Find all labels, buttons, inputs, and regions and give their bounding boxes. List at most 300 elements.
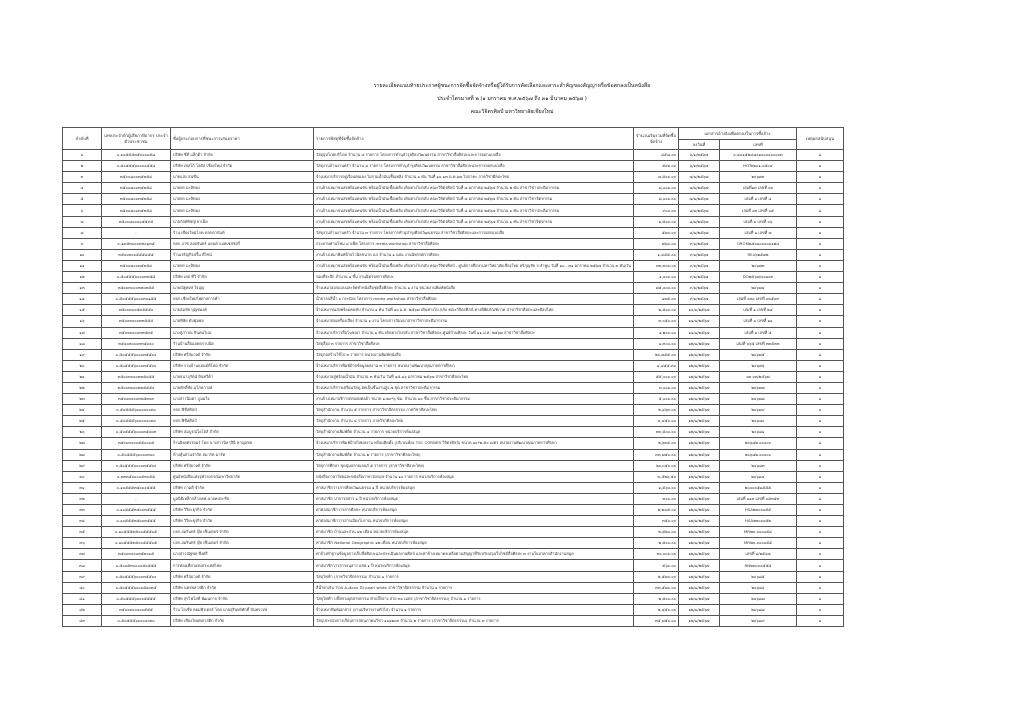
cell-vendor: ร้านอิงคศรร่อมร์ โดย นางสาวนิลาสินี หาญฤทธ [171, 438, 314, 449]
cell-no: ๓๔ [63, 516, 102, 527]
cell-reason: ๑ [796, 238, 843, 249]
table-row [63, 516, 844, 527]
header-doc-group: เอกสารอ้างอิงเพื่อตกลงในการซื้อจ้าง [678, 128, 796, 140]
cell-reason: ๑ [796, 593, 843, 604]
cell-vendor: บริษัท วิริยะธุรกิจ จำกัด [171, 505, 314, 516]
cell-reason: ๑ [796, 582, 843, 593]
cell-tax-id: ๓๕๐๐๓๐๐๐๓๕๓๐๐๕ [102, 549, 171, 560]
cell-item: ค่าสมาชิกวารสารอนุสาร อสท.๑ ปี หน่วยบริการห้องสมุด [314, 560, 634, 571]
cell-tax-id: ๓๕๐๐๓๐๐๐๕๕๐๐๐๕ [102, 438, 171, 449]
cell-tax-id: ๓๕๐๐๓๐๐๕๕๕๔๕๕ [102, 249, 171, 260]
cell-item: จ้างเหมาบริการพิมพ์ป้ายข้อมูลผลงาน ๓ รายการ หน่วยงานพัฒนาคุณภาพการศึกษา [314, 360, 634, 371]
table-row [63, 360, 844, 371]
cell-item: ค่าจ้างทำฐานข้อมูลการเก็บสื่อศิลปะและประเมินผลงานศิลป์ และค่าจ้างเหมาคงเหลือตามสัญญาที่รับปรับปรุงเว็บไซต์สื่อศิลปะ ๓ งานในอาคารสำนักงานสมุด [314, 549, 634, 560]
cell-doc-date: ๑๒/๑/๒๕๖๗ [678, 416, 719, 427]
cell-amount: ๓๓,๗๕๐.๐๐ [633, 449, 678, 460]
cell-vendor: การท่องเที่ยวแห่งประเทศไทย [171, 560, 314, 571]
cell-vendor: นายพร มะลิทอง [171, 205, 314, 216]
cell-item: น้ำยาลบสีน้ำ ๑ กระป๋อง โครงการ media workshop สาขาวิชาสื่อศิลปะ [314, 294, 634, 305]
cell-doc-no: เลขที่ ๑/๒๕๖๗ [719, 549, 796, 560]
table-row [63, 194, 844, 205]
table-row [63, 394, 844, 405]
cell-amount: ๗,๕๐๐.๐๐ [633, 172, 678, 183]
cell-doc-date: ๑๒/๑/๒๕๖๗ [678, 615, 719, 626]
table-row [63, 405, 844, 416]
cell-item: ของที่ระลึก จำนวน ๑ ชิ้น งานนิทรรศการศิลปะ [314, 272, 634, 283]
cell-tax-id: ๐-๕๐๕๕๕๖๐๐๐๕๕๕๕ [102, 593, 171, 604]
cell-doc-date: ๑๒/๑/๒๕๖๗ [678, 571, 719, 582]
cell-reason: ๑ [796, 538, 843, 549]
cell-amount: ๙๐๐.๐๐ [633, 205, 678, 216]
cell-doc-date: ๙/๑/๒๕๖๗ [678, 260, 719, 271]
cell-reason: ๑ [796, 327, 843, 338]
cell-doc-no: ๒๐๖๗๕ [719, 349, 796, 360]
cell-tax-id: ๐-๑๐๕๕๕๓๕๐๐๐๕๕๕ [102, 482, 171, 493]
cell-doc-no: DO๒๕๖๗/๐๐๑๐๓ [719, 272, 796, 283]
cell-reason: ๑ [796, 549, 843, 560]
table-row [63, 505, 844, 516]
cell-amount: ๓๐,๐๐๐.๐๐ [633, 549, 678, 560]
cell-vendor: นายพร มะลิทอง [171, 183, 314, 194]
cell-doc-no: ๒๐๖๘๓ [719, 460, 796, 471]
cell-tax-id: ๓๕๐๐๓๐๐๐๓๓๕๐๐๐ [102, 338, 171, 349]
cell-vendor: นางสุภาวณ ลินคนไบน [171, 327, 314, 338]
cell-doc-no: ๒๐๖๘๗ [719, 593, 796, 604]
cell-vendor: บริษัท ซีดี แล็กต้า จำกัด [171, 150, 314, 161]
cell-vendor: บริษัท นครพลาสติก จำกัด [171, 582, 314, 593]
cell-no: ๒๙ [63, 460, 102, 471]
cell-reason: ๑ [796, 183, 843, 194]
cell-doc-no: ๒๐๖๗๔ [719, 283, 796, 294]
cell-no: ๒๑ [63, 371, 102, 382]
cell-no: ๒๕ [63, 416, 102, 427]
cell-tax-id: ๐-๑๐๕๕๕๓๕๐๐๓๕๕๕ [102, 505, 171, 516]
cell-doc-no: ๒๐๖๗๙ [719, 405, 796, 416]
cell-reason: ๑ [796, 394, 843, 405]
document-period: ประจำไตรมาสที่ ๒ (๑ มกราคม พ.ศ.๒๕๖๗ ถึง ๓๑ มีนาคม ๒๕๖๗ ) [437, 96, 587, 102]
cell-reason: ๑ [796, 161, 843, 172]
cell-amount: ๒๐,๗๕๕.๐๐ [633, 349, 678, 360]
cell-doc-date: ๙/๑/๒๕๖๗ [678, 294, 719, 305]
table-row [63, 283, 844, 294]
table-row [63, 449, 844, 460]
cell-item: งานจ้างเหมาขนส่งพร้อมคนขับ พร้อมน้ำมันเชื้อเพลิง เดินทางไปกลับ คณะวิจิตรศิลป์ วันที่ ๗ มกราคม ๒๕๖๗ จำนวน ๒ คัน สาขาวิชาประติมากรรม [314, 183, 634, 194]
cell-no: ๔๑ [63, 593, 102, 604]
cell-no: ๑๖ [63, 316, 102, 327]
cell-no: ๑ [63, 150, 102, 161]
cell-item: วัสดุสำนักงาน จำนวน ๔ รายการ ภาควิชาศิลปะไทย [314, 416, 634, 427]
cell-doc-no: เล่มที่ ๑ เลขที่ ๒๔ [719, 305, 796, 316]
cell-doc-date: ๑๒/๑/๒๕๖๗ [678, 405, 719, 416]
cell-doc-no: ๒๐๖๘๑ [719, 427, 796, 438]
cell-doc-date: ๑๒/๑/๒๕๖๗ [678, 493, 719, 504]
cell-item: ค่าต่อสมาชิกวารสารเมืองโบราณ หน่วยบริการห้องสมุด [314, 516, 634, 527]
cell-amount: ๒๐,๐๕๐.๐๐ [633, 460, 678, 471]
cell-item: งานจ้างเหมาขนส่งพร้อมคนขับ พร้อมน้ำมันเชื้อเพลิง เดินทางไปกลับ คณะวิจิตรศิลป์ - ศูนย์การศึกษามหาวิทยาลัยเชียงใหม่ หริภุญชัย จ.ลำพูน วันที่ ๑๐ - ๓๑ มกราคม ๒๕๖๗ จำนวน ๓ คัน/วัน [314, 260, 634, 271]
cell-no: ๓ [63, 172, 102, 183]
cell-amount: ๕๗๐.๐๐ [633, 227, 678, 238]
cell-doc-date: ๘/๑/๒๕๖๗ [678, 205, 719, 216]
cell-amount: ๗๕,๐๐๐.๐๐ [633, 283, 678, 294]
table-row [63, 538, 844, 549]
cell-amount: ๒,๕๗๐.๐๐ [633, 571, 678, 582]
cell-no: ๑๑ [63, 260, 102, 271]
table-row [63, 338, 844, 349]
table-row [63, 438, 844, 449]
cell-item: ค่าสมาชิก บ้านและสวน ๑๒ เดือน หน่วยบริการห้องสมุด [314, 527, 634, 538]
cell-reason: ๑ [796, 560, 843, 571]
cell-vendor: บริษัท ศรีสมวงศ์ จำกัด [171, 349, 314, 360]
cell-tax-id: ๐-๑๐๕๕๕๓๕๐๐๕๕๕๐๕ [102, 538, 171, 549]
header-item: รายการพัสดุที่จัดซื้อจัดจ้าง [314, 128, 634, 150]
cell-tax-id: ๐-๕๐๕๕๕๖๐๐๐๓๕๕๐๐ [102, 460, 171, 471]
cell-vendor: นายธนาภุรัตน์ ยินทวีค้า [171, 371, 314, 382]
cell-amount: ๑,๒๐๐.๐๐ [633, 327, 678, 338]
cell-reason: ๑ [796, 360, 843, 371]
table-row [63, 327, 844, 338]
cell-no: ๓๒ [63, 493, 102, 504]
cell-amount: ๕๕,๐๐๐.๐๐ [633, 371, 678, 382]
cell-amount: ๒,๔๖๓.๐๐ [633, 405, 678, 416]
cell-doc-no: HOTe๒๐๑-๐๕๐๔ [719, 161, 796, 172]
cell-item: สีน้ำทาเงิน TOA A-๕๐๐๐ ถัง pearl white สาขาวิชาจิตรกรรม จำนวน ๑ รายการ [314, 582, 634, 593]
cell-reason: ๑ [796, 460, 843, 471]
header-amount: จำนวนเงินรวมที่จัดซื้อจัดจ้าง [633, 128, 678, 150]
cell-tax-id: ๐-๕๐๕๕๕๖๐๐๐๐๐๐๓๐ [102, 416, 171, 427]
cell-doc-date: ๑๒/๑/๒๕๖๗ [678, 360, 719, 371]
cell-vendor: ศูนย์หนังสือแห่งจุฬาลงกรณ์มหาวิทยาลัย [171, 471, 314, 482]
cell-amount: ๓๕,๗๕๐.๐๐ [633, 615, 678, 626]
cell-reason: ๑ [796, 427, 843, 438]
cell-amount: ๑,๔๕๕.๐๐ [633, 249, 678, 260]
cell-tax-id: ๐-๑๓๕๓๐๐๐๓๓๐๑๓๕ [102, 238, 171, 249]
table-row [63, 161, 844, 172]
cell-doc-no: ๒๐๖๘๒.๐๐๐๐๐ [719, 449, 796, 460]
cell-no: ๘ [63, 227, 102, 238]
cell-reason: ๑ [796, 371, 843, 382]
cell-doc-date: ๑๒/๑/๒๕๖๗ [678, 538, 719, 549]
cell-reason: ๑ [796, 249, 843, 260]
cell-reason: ๑ [796, 416, 843, 427]
cell-vendor: หจก.บาซ ลอยจันทร์ แอนด์ แอคเซสซอรี่ [171, 238, 314, 249]
cell-doc-date: ๑๒/๑/๒๕๖๗ [678, 338, 719, 349]
cell-doc-no: ๒๐๖๘๙ [719, 615, 796, 626]
cell-reason: ๑ [796, 194, 843, 205]
cell-item: วัสดุประกอบการเรียนการสอนภาคนวิชา ๑๑๑๒๐๓ จำนวน ๒ รายการ (สาขาวิชาจิตรกรรม) จำนวน ๓ รายการ [314, 615, 634, 626]
cell-amount: ๑,๕๖๐.๐๐ [633, 482, 678, 493]
cell-doc-no: ๒๐๖๘๕ [719, 571, 796, 582]
cell-doc-no: เล่มที่ ๐๓๐ เลขที่ ๐๓๕๐๓ [719, 294, 796, 305]
cell-amount: ๒,๒๔๕.๐๐ [633, 505, 678, 516]
cell-doc-no: ๒๐๖๗๓ [719, 260, 796, 271]
cell-vendor: ร้านเจริญกิจปริ้น ดีไซน์ [171, 249, 314, 260]
cell-no: ๓๑ [63, 482, 102, 493]
cell-tax-id: ๐-๕๐๕๕๕๖๐๐๐๓๕๐๐๓ [102, 427, 171, 438]
cell-no: ๑๕ [63, 305, 102, 316]
cell-vendor: ร้าน โอเชีย คอมพิวเตอร์ โดย นายสุรินทร์ศักดิ์ บันทรวงษ์ [171, 604, 314, 615]
cell-item: วัสดุสื่อง ๓ รายการ สาขาวิชาสื่อศิลปะ [314, 338, 634, 349]
cell-item: จ้างเหมาบริการพิมพ์ป้ายไฟผลงาน พร้อมติดตั้ง (บริเวณห้อง TSC CORNER วิจิตรศิลป์) ขนาด ๑๐*๒.๕๐ เมตร หน่วยงานพัฒนาคุณภาพการศึกษา [314, 438, 634, 449]
cell-doc-no: HSA๒๓๐๐๐๕๕ [719, 505, 796, 516]
cell-reason: ๑ [796, 316, 843, 327]
cell-doc-no: ๐๓.๐๓/๒๕๖๗ [719, 371, 796, 382]
cell-item: วัสดุอุปโภคบริโภค จำนวน ๔ รายการ โครงการทำนุบำรุงศิลปวัฒนธรรม สาขาวิชาสื่อศิลปะและการออกแบบสื่อ [314, 150, 634, 161]
table-row [63, 582, 844, 593]
table-row [63, 316, 844, 327]
cell-doc-date: ๑๒/๑/๒๕๖๗ [678, 560, 719, 571]
cell-item: งานจ้างเหมาขนส่งพร้อมคนขับ พร้อมน้ำมันเชื้อเพลิง เดินทางไปกลับ คณะวิจิตรศิลป์ วันที่ ๘ มกราคม ๒๕๖๗ จำนวน ๑ คัน สาขาวิชาประติมากรรม [314, 205, 634, 216]
cell-amount: ๓๓,๕๐๐.๐๐ [633, 427, 678, 438]
cell-doc-date: ๗/๑/๒๕๖๗ [678, 194, 719, 205]
cell-amount: ๕,๐๐๐.๐๐ [633, 394, 678, 405]
cell-doc-date: ๑๒/๑/๒๕๖๗ [678, 427, 719, 438]
cell-no: ๑๔ [63, 294, 102, 305]
cell-vendor: บจก.อมรินทร์ บุ๊ค เซ็นเตอร์ จำกัด [171, 527, 314, 538]
cell-doc-date: ๗/๑/๒๕๖๗ [678, 183, 719, 194]
cell-doc-date: ๑๒/๑/๒๕๖๗ [678, 593, 719, 604]
cell-no: ๒๐ [63, 360, 102, 371]
cell-tax-id: ๐-๑๐๕๕๕๓๕๐๐๐๐๕๘ [102, 150, 171, 161]
cell-amount: ๑,๓๐๐.๐๐ [633, 338, 678, 349]
cell-reason: ๑ [796, 172, 843, 183]
cell-tax-id: ๐-๑๐๕๕๕๓๕๐๐๓๕๕๕ [102, 516, 171, 527]
table-row [63, 172, 844, 183]
cell-doc-no: เล่มที่ ๑๑๓ เลขที่ ๐๕๓๕๓ [719, 493, 796, 504]
cell-doc-no: ๒๐๖๘๘ [719, 604, 796, 615]
cell-tax-id: ๐-๕๐๕๕๕๖๐๐๐๐๕๕๔ [102, 161, 171, 172]
cell-tax-id: ๓๕๐๐๘๐๐๓๕๓๕๔ [102, 183, 171, 194]
table-row [63, 272, 844, 283]
cell-doc-date: ๑๒/๑/๒๕๖๗ [678, 549, 719, 560]
cell-vendor: บริษัท เดย ทีวี จำกัด [171, 272, 314, 283]
cell-reason: ๑ [796, 471, 843, 482]
table-row [63, 571, 844, 582]
table-row [63, 205, 844, 216]
cell-vendor: นางสาวนิมตา ภูมมใจ [171, 394, 314, 405]
cell-vendor: นายพิษัย ดับศุมพล [171, 316, 314, 327]
cell-tax-id: ๐-๕๐๕๕๕๖๐๐๐๓๐๑๕๕ [102, 294, 171, 305]
cell-no: ๑๒ [63, 272, 102, 283]
cell-tax-id: ๓๕๐๐๓๐๐๐๓๓๕๕๕ [102, 316, 171, 327]
cell-reason: ๑ [796, 283, 843, 294]
cell-no: ๓๗ [63, 549, 102, 560]
cell-doc-date: ๑๒/๑/๒๕๖๗ [678, 505, 719, 516]
cell-reason: ๑ [796, 260, 843, 271]
cell-doc-no: เล่มที่ ๑ เลขที่ ๕ [719, 327, 796, 338]
cell-vendor: บริษัท รวมบ้านแอนด์ดีโฮม์ จำกัด [171, 360, 314, 371]
cell-no: ๓๙ [63, 571, 102, 582]
table-row [63, 294, 844, 305]
cell-amount: ๓๓,๓๐๐.๐๐ [633, 260, 678, 271]
cell-vendor: ร้านบ้านสื่อแลดดราบนิต [171, 338, 314, 349]
cell-item: งานจ้างเหมาขนส่งพร้อมคนขับ พร้อมน้ำมันเชื้อเพลิง เดินทางไปกลับ คณะวิจิตรศิลป์ วันที่ ๗ มกราคม ๒๕๖๗ จำนวน ๒ คัน สาขาวิชาจิตรกรรม [314, 194, 634, 205]
cell-vendor: นายพร มะลิทอง [171, 194, 314, 205]
cell-no: ๑๗ [63, 327, 102, 338]
cell-amount: ๕๐๒.๐๐ [633, 161, 678, 172]
cell-tax-id: ๐-๕๐๐๕๓๐๐๐๐๕๐๕๕๕ [102, 560, 171, 571]
cell-item: ค่าสมาชิก National Geographic ๑๒ เดือน หน่วยบริการห้องสมุด [314, 538, 634, 549]
cell-tax-id: ๓๕๐๐๓๐๐๐๓๓๕๐๕๕ [102, 371, 171, 382]
cell-reason: ๑ [796, 527, 843, 538]
cell-doc-no: เล่มที่ ๐๓ เลขที่ ๐๕ [719, 205, 796, 216]
cell-vendor: บริษัท วิริยะธุรกิจ จำกัด [171, 516, 314, 527]
cell-reason: ๑ [796, 615, 843, 626]
cell-tax-id: ๐-๕๐๕๕๕๖๐๐๐๓๓๕๕ [102, 272, 171, 283]
cell-doc-date: ๖/๑/๒๕๖๗ [678, 150, 719, 161]
document-title-block [0, 80, 1024, 119]
table-row [63, 260, 844, 271]
cell-tax-id: - [102, 227, 171, 238]
cell-reason: ๑ [796, 382, 843, 393]
cell-no: ๓๐ [63, 471, 102, 482]
table-row [63, 216, 844, 227]
cell-no: ๑๘ [63, 338, 102, 349]
cell-doc-no: ๒๐๖๘๖ [719, 582, 796, 593]
cell-doc-no: ๒๐๖๘๐ [719, 416, 796, 427]
cell-vendor: บจก.อมรินทร์ บุ๊ค เซ็นเตอร์ จำกัด [171, 538, 314, 549]
cell-vendor: นายศักดิ์ชัย มโภคาวงษ์ [171, 382, 314, 393]
cell-vendor: ห้างหุ้นส่วนจำกัด สมาร์ท มาร์ท [171, 449, 314, 460]
cell-doc-date: ๑๒/๑/๒๕๖๗ [678, 604, 719, 615]
cell-no: ๒ [63, 161, 102, 172]
cell-reason: ๑ [796, 272, 843, 283]
cell-doc-date: ๘/๑/๒๕๖๗ [678, 227, 719, 238]
cell-no: ๒๖ [63, 427, 102, 438]
table-body [63, 150, 844, 627]
cell-no: ๒๒ [63, 382, 102, 393]
cell-no: ๓๓ [63, 505, 102, 516]
cell-doc-no: RE๐๖๒๕๗๒ [719, 249, 796, 260]
cell-doc-no: OROM๒๕๐๑๐๐๐๐๐๑๒๔ [719, 238, 796, 249]
cell-no: ๔๓ [63, 615, 102, 626]
cell-tax-id: ๓๕๐๐๓๐๐๐๓๓๕๓๐๓ [102, 394, 171, 405]
cell-doc-no: เล่มที่ ๑ เลขที่ ๔ [719, 194, 796, 205]
cell-tax-id: ๓๕๐๐๘๐๐๓๕๓๕๔ [102, 194, 171, 205]
cell-doc-date: ๑๐/๑/๒๕๖๗ [678, 305, 719, 316]
cell-doc-date: ๑๑/๑/๒๕๖๗ [678, 316, 719, 327]
cell-no: ๓๕ [63, 527, 102, 538]
cell-vendor: นายณัฐพงษ์ ใจบุญ [171, 283, 314, 294]
cell-item: วัสดุงานบ้านงานครัว จำนวน ๔ รายการ โครงการทำนุบำรุงศิลปวัฒนธรรม สาขาวิชาสื่อศิลปะและการออกแบบสื่อ [314, 161, 634, 172]
cell-amount: ๓๕๐.๐๐ [633, 516, 678, 527]
cell-tax-id: ๐-๕๐๕๕๕๖๐๐๐๐๐๓๐ [102, 615, 171, 626]
cell-tax-id: ๓๕๐๐๓๐๐๐๓๓๐๓๕๕ [102, 283, 171, 294]
cell-doc-date: ๑๒/๑/๒๕๖๗ [678, 438, 719, 449]
cell-doc-no: ๒๐๖๗๘ [719, 394, 796, 405]
cell-amount: ๒,๕๐๐.๐๐ [633, 538, 678, 549]
cell-doc-date: ๙/๑/๒๕๖๗ [678, 283, 719, 294]
cell-reason: ๑ [796, 227, 843, 238]
cell-doc-date: ๑๒/๑/๒๕๖๗ [678, 449, 719, 460]
cell-amount: ๑๓๕.๐๐ [633, 294, 678, 305]
cell-doc-date: ๗/๑/๒๕๖๗ [678, 172, 719, 183]
cell-no: ๗ [63, 216, 102, 227]
cell-doc-no: เล่มที่ ๑ เลขที่ ๑๑ [719, 316, 796, 327]
cell-item: งานจ้างเหมาขนส่งพร้อมคนขับ พร้อมน้ำมันเชื้อเพลิง เดินทางไปกลับ คณะวิจิตรศิลป์ วันที่ ๘ มกราคม ๒๕๖๗ จำนวน ๑ คัน สาขาวิชาจิตรกรรม [314, 216, 634, 227]
cell-reason: ๑ [796, 305, 843, 316]
cell-item: จ้างเหมาขนส่งพร้อมคนขับ จำนวน ๑ คัน วันที่ ๑๐ ม.ค. ๒๕๖๗ เดินทางไป-กลับ คณะวิจิตรศิลป์-ทางพิพิธภัณฑ์ภาค สาขาวิชาศิลปะและศิลปไทย [314, 305, 634, 316]
table-row [63, 238, 844, 249]
cell-reason: ๑ [796, 571, 843, 582]
cell-no: ๑๙ [63, 349, 102, 360]
cell-doc-date: ๖/๑/๒๕๖๗ [678, 161, 719, 172]
cell-item: วัสดุสำนักงานพิมพ์ดีด จำนวน ๔ รายการ หน่วยบริการห้องสมุด [314, 427, 634, 438]
cell-item: งานจ้างเหมาพิมพ์ป้ายไวนิลขนาด A4 จำนวน ๑ แผ่น งานนิทรรศการศิลปะ [314, 249, 634, 260]
cell-doc-no: RN๒๓๐๐๐๕๕๕ [719, 560, 796, 571]
cell-tax-id: ๓๕๐๐๓๐๐๐๓๓๕๕๕๐ [102, 382, 171, 393]
table-row [63, 227, 844, 238]
cell-doc-no: ๒๐๖๘๔ [719, 471, 796, 482]
cell-reason: ๑ [796, 216, 843, 227]
table-row [63, 150, 844, 161]
cell-vendor: บริษัท ศรีสมวงศ์ จำกัด [171, 571, 314, 582]
cell-item: จ้างเหมาบริการสื่อโฆษณา จำนวน ๑ คัน เดินทางไปกลับ สาขาวิชาสื่อศิลปะ-ศูนย์บ้านศิลปะ วันที่ ๑๑ ม.ค. ๒๕๖๗ สาขาวิชาสื่อศิลปะ [314, 327, 634, 338]
table-row [63, 416, 844, 427]
cell-reason: ๑ [796, 449, 843, 460]
table-row [63, 527, 844, 538]
cell-amount: ๘,๐๐๐.๐๐ [633, 194, 678, 205]
table-row [63, 249, 844, 260]
table-row [63, 183, 844, 194]
cell-doc-date: ๙/๑/๒๕๖๗ [678, 238, 719, 249]
cell-doc-date: ๑๒/๑/๒๕๖๗ [678, 349, 719, 360]
cell-amount: ๗๖๔.๐๐ [633, 238, 678, 249]
table-row [63, 549, 844, 560]
cell-amount: ๕๖๐.๐๐ [633, 560, 678, 571]
cell-reason: ๑ [796, 482, 843, 493]
cell-reason: ๑ [796, 294, 843, 305]
cell-item: จ้างเหมาบริการอยู่เรือนตนเอง ไม่รวมน้ำมันเชื้อเพลิง จำนวน ๑ คัน วันที่ ๑๐-๑๓ ม.ค.๖๗ ไปภาคะ ภาควิชาศิลปะไทย [314, 172, 634, 183]
cell-vendor: นายแสง สนชีน [171, 172, 314, 183]
cell-no: ๒๘ [63, 449, 102, 460]
cell-doc-date: ๙/๑/๒๕๖๗ [678, 249, 719, 260]
cell-amount: ๒,๕๐๐.๐๐ [633, 593, 678, 604]
cell-vendor: บริษัท เชียงใหม่พลาสติก จำกัด [171, 615, 314, 626]
cell-item: วัสดุงานบ้านงานครัว จำนวน ๓ รายการ โครงการทำนุบำรุงศิลปวัฒนธรรม สาขาวิชาสื่อศิลปะและการออกแบบสื่อ [314, 227, 634, 238]
cell-doc-no: ๒๐๖๗๗ [719, 382, 796, 393]
cell-tax-id: ๐-๕๐๕๕๕๖๐๐๐๕๐๐๓๕ [102, 582, 171, 593]
table-row [63, 560, 844, 571]
cell-no: ๔๒ [63, 604, 102, 615]
cell-tax-id: - [102, 493, 171, 504]
cell-doc-date: ๑๑/๑/๒๕๖๗ [678, 327, 719, 338]
cell-doc-no: ๐-๔๐๑๕๒๔๘๐๑๐๐๐๐๐๐๐๐๓ [719, 150, 796, 161]
cell-amount: ๓,๐๕๐.๐๐ [633, 316, 678, 327]
cell-amount: ๒,๔๕๐.๐๐ [633, 604, 678, 615]
cell-tax-id: ๐-๕๐๕๕๕๖๐๐๐๓๕๕๐๐ [102, 349, 171, 360]
table-row [63, 382, 844, 393]
cell-doc-no: เล่มที่ ๖๖๕ เลขที่ ๓๓๕๓๓ [719, 338, 796, 349]
cell-reason: ๑ [796, 205, 843, 216]
cell-item: จ้างเหมาพิมพ์เอกสาร (งานบริหารงานทั่วไป) จำนวน ๑ รายการ [314, 604, 634, 615]
cell-doc-date: ๑๒/๑/๒๕๖๗ [678, 527, 719, 538]
cell-amount: ๒,๖๓๕.๐๐ [633, 438, 678, 449]
cell-no: ๔๐ [63, 582, 102, 593]
cell-doc-date: ๑๒/๑/๒๕๖๗ [678, 394, 719, 405]
cell-vendor: ร้าน เชียงใหม่โภค ดลกดาบันท์ [171, 227, 314, 238]
cell-doc-no: เล่มที่๑๓ เลขที่ ๐๓ [719, 183, 796, 194]
cell-vendor: นายพร มะลิทอง [171, 260, 314, 271]
table-row [63, 349, 844, 360]
cell-tax-id: ๐-๕๐๕๕๕๖๐๐๐๓๕๕๐๐ [102, 571, 171, 582]
cell-reason: ๑ [796, 338, 843, 349]
cell-no: ๒๔ [63, 405, 102, 416]
cell-item: ค่าสมาชิกวารสารศิลปวัฒนธรรม ๑ ปี หน่วยบริการห้องสมุด [314, 482, 634, 493]
header-doc-date: ลงวันที่ [678, 140, 719, 150]
cell-amount: ๒,๕๒๐.๐๐ [633, 527, 678, 538]
cell-reason: ๑ [796, 604, 843, 615]
cell-doc-date: ๘/๑/๒๕๖๗ [678, 216, 719, 227]
